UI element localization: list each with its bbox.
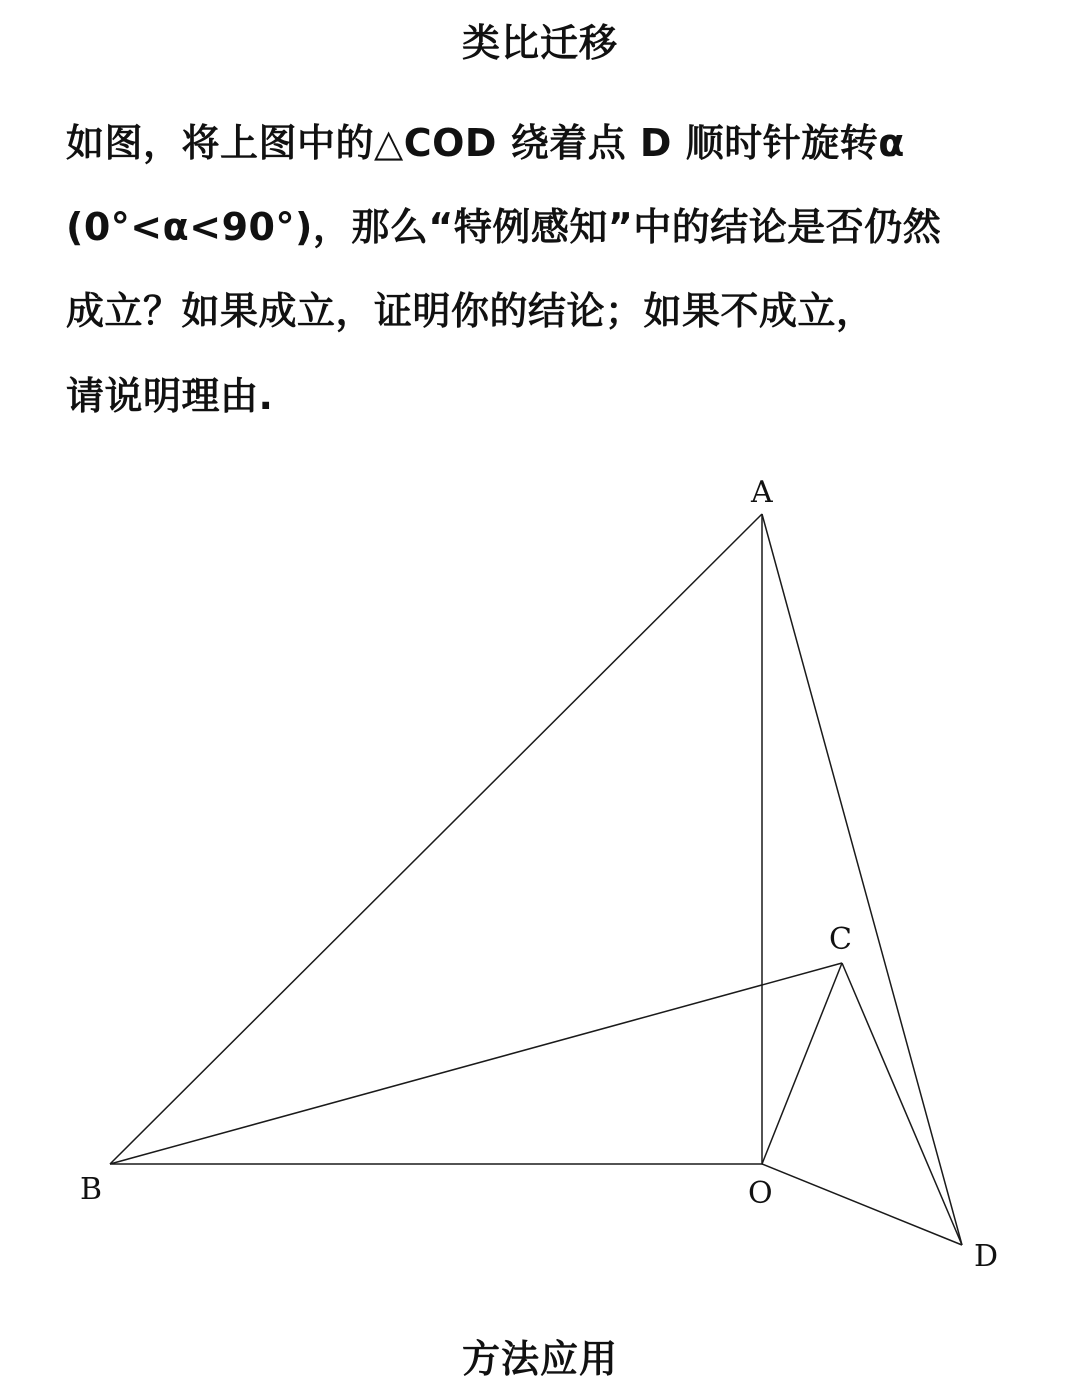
- problem-line-4: 请说明理由.: [66, 374, 274, 418]
- problem-line-1: 如图，将上图中的△COD 绕着点 D 顺时针旋转α: [66, 121, 905, 165]
- point-label-O: O: [748, 1176, 773, 1211]
- problem-line-3: 成立？如果成立，证明你的结论；如果不成立，: [66, 289, 875, 333]
- section-title: 类比迁移: [461, 21, 618, 65]
- problem-line-2: (0°<α<90°)，那么“特例感知”中的结论是否仍然: [66, 205, 942, 249]
- segment-AB: [110, 514, 762, 1164]
- point-label-B: B: [80, 1172, 103, 1207]
- point-label-A: A: [751, 475, 773, 510]
- segment-BC: [110, 963, 842, 1164]
- point-label-C: C: [829, 922, 852, 957]
- segment-CD: [842, 963, 962, 1245]
- point-label-D: D: [974, 1239, 999, 1274]
- segment-OC: [762, 963, 842, 1164]
- next-section-title: 方法应用: [461, 1337, 618, 1381]
- segment-AD: [762, 514, 962, 1245]
